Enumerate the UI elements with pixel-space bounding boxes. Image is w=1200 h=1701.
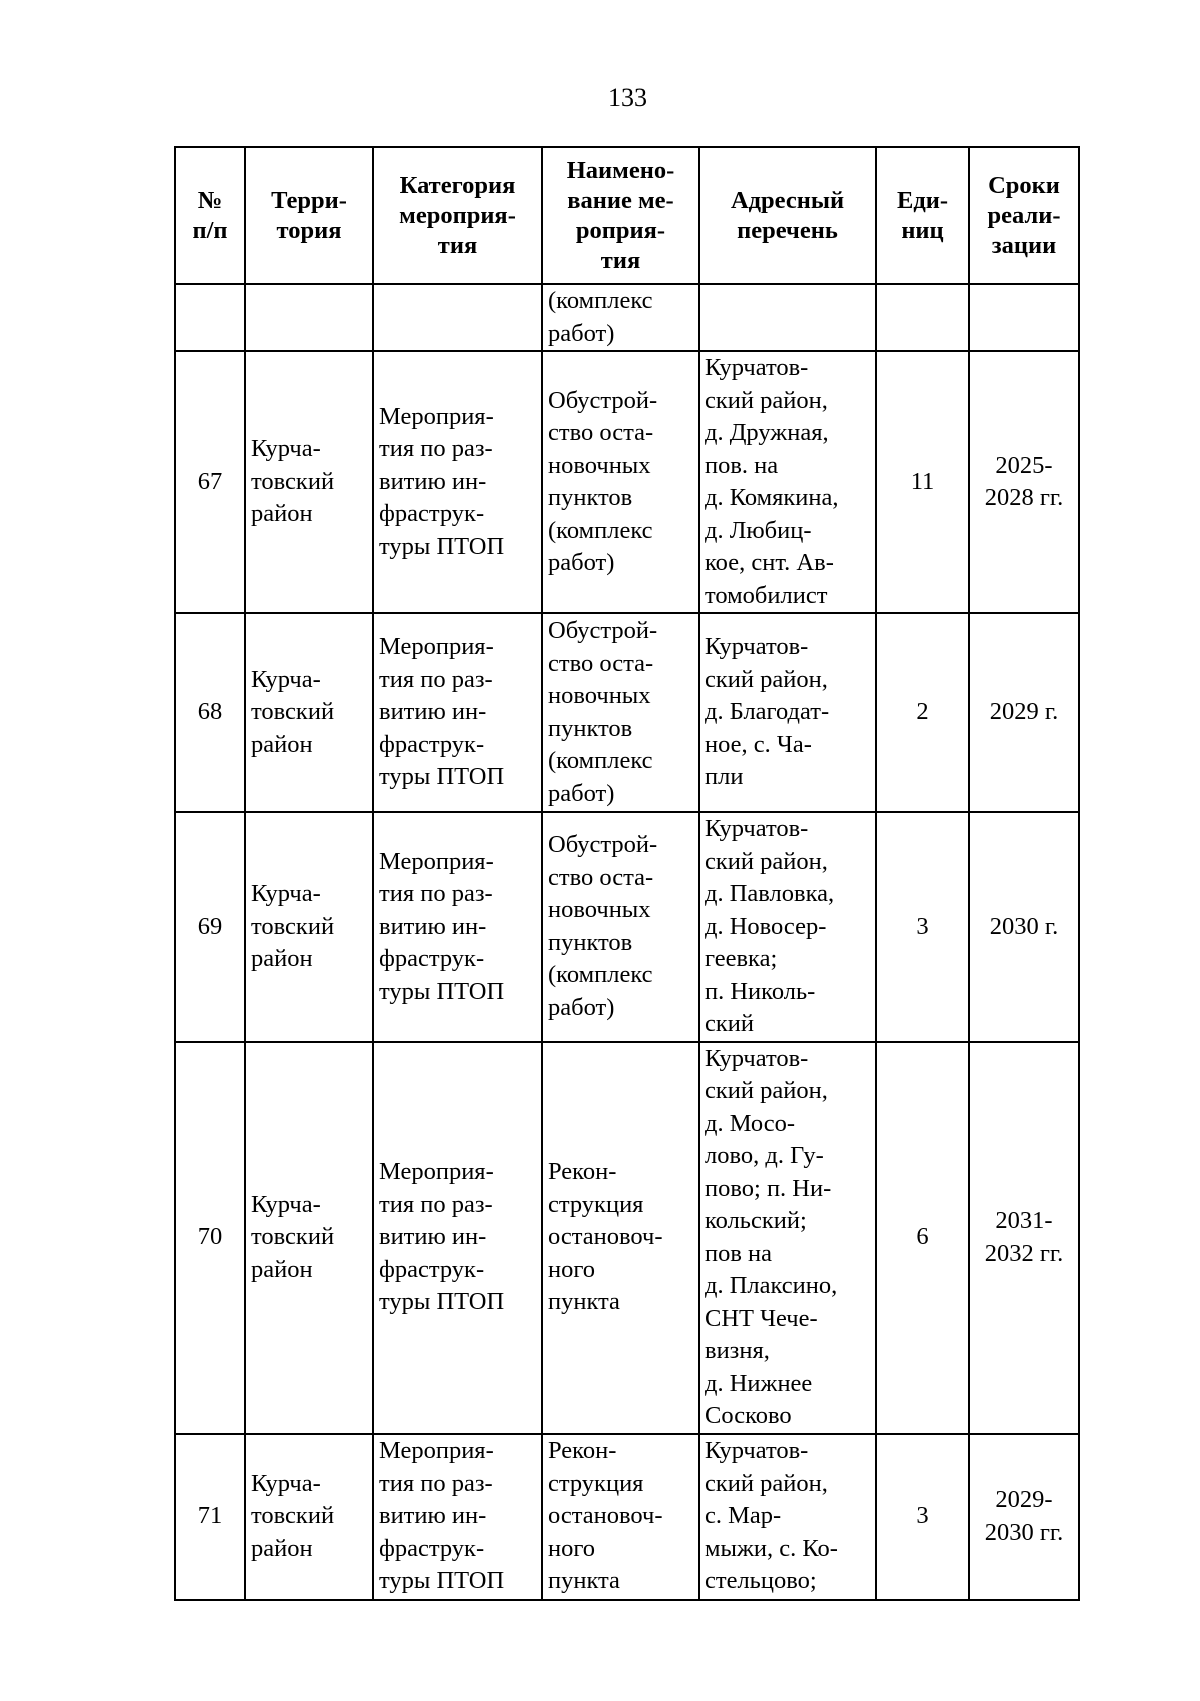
cell-units: 3	[876, 1434, 969, 1600]
cell-address: Курчатов- ский район, д. Благодат- ное, с. Ча- пли	[699, 613, 876, 812]
cell-territory	[245, 284, 373, 351]
cell-number	[175, 284, 245, 351]
measures-table	[174, 146, 1080, 1601]
cell-name: Обустрой- ство оста- новочных пунктов (комплекс работ)	[542, 613, 699, 812]
header-category: Категория мероприя- тия	[373, 147, 542, 284]
cell-terms: 2025- 2028 гг.	[969, 351, 1079, 613]
cell-units: 6	[876, 1042, 969, 1434]
header-terms: Сроки реали- зации	[969, 147, 1079, 284]
cell-category	[373, 284, 542, 351]
table-row	[175, 1042, 1079, 1434]
cell-territory: Курча- товский район	[245, 613, 373, 812]
header-number: № п/п	[175, 147, 245, 284]
cell-number: 67	[175, 351, 245, 613]
cell-address	[699, 284, 876, 351]
cell-category: Мероприя- тия по раз- витию ин- фраструк- туры ПТОП	[373, 613, 542, 812]
cell-address: Курчатов- ский район, д. Мосо- лово, д. Гу- пово; п. Ни- кольский; пов на д. Плаксино, СНТ Чече- визня, д. Нижнее Сосково	[699, 1042, 876, 1434]
cell-units: 3	[876, 812, 969, 1042]
cell-territory: Курча- товский район	[245, 351, 373, 613]
header-address: Адресный перечень	[699, 147, 876, 284]
cell-name: (комплекс работ)	[542, 284, 699, 351]
cell-number: 70	[175, 1042, 245, 1434]
cell-category: Мероприя- тия по раз- витию ин- фраструк- туры ПТОП	[373, 1434, 542, 1600]
header-units: Еди- ниц	[876, 147, 969, 284]
cell-category: Мероприя- тия по раз- витию ин- фраструк- туры ПТОП	[373, 351, 542, 613]
cell-terms	[969, 284, 1079, 351]
cell-name: Рекон- струкция остановоч- ного пункта	[542, 1042, 699, 1434]
table-row	[175, 351, 1079, 613]
cell-units: 2	[876, 613, 969, 812]
page-number: 133	[608, 83, 647, 112]
continuation-row	[175, 284, 1079, 351]
cell-terms: 2029- 2030 гг.	[969, 1434, 1079, 1600]
cell-address: Курчатов- ский район, д. Павловка, д. Новосер- геевка; п. Николь- ский	[699, 812, 876, 1042]
cell-terms: 2030 г.	[969, 812, 1079, 1042]
cell-units	[876, 284, 969, 351]
cell-number: 68	[175, 613, 245, 812]
table-header-row	[175, 147, 1079, 284]
cell-terms: 2029 г.	[969, 613, 1079, 812]
cell-territory: Курча- товский район	[245, 1042, 373, 1434]
cell-units: 11	[876, 351, 969, 613]
cell-number: 71	[175, 1434, 245, 1600]
cell-terms: 2031- 2032 гг.	[969, 1042, 1079, 1434]
cell-address: Курчатов- ский район, с. Мар- мыжи, с. Ко- стельцово;	[699, 1434, 876, 1600]
header-name: Наимено- вание ме- роприя- тия	[542, 147, 699, 284]
cell-category: Мероприя- тия по раз- витию ин- фраструк- туры ПТОП	[373, 1042, 542, 1434]
table-row	[175, 1434, 1079, 1600]
header-territory: Терри- тория	[245, 147, 373, 284]
cell-name: Рекон- струкция остановоч- ного пункта	[542, 1434, 699, 1600]
cell-number: 69	[175, 812, 245, 1042]
cell-address: Курчатов- ский район, д. Дружная, пов. на д. Комякина, д. Любиц- кое, снт. Ав- томобилист	[699, 351, 876, 613]
cell-name: Обустрой- ство оста- новочных пунктов (комплекс работ)	[542, 351, 699, 613]
cell-name: Обустрой- ство оста- новочных пунктов (комплекс работ)	[542, 812, 699, 1042]
table-row	[175, 812, 1079, 1042]
table-row	[175, 613, 1079, 812]
cell-territory: Курча- товский район	[245, 1434, 373, 1600]
cell-category: Мероприя- тия по раз- витию ин- фраструк- туры ПТОП	[373, 812, 542, 1042]
cell-territory: Курча- товский район	[245, 812, 373, 1042]
